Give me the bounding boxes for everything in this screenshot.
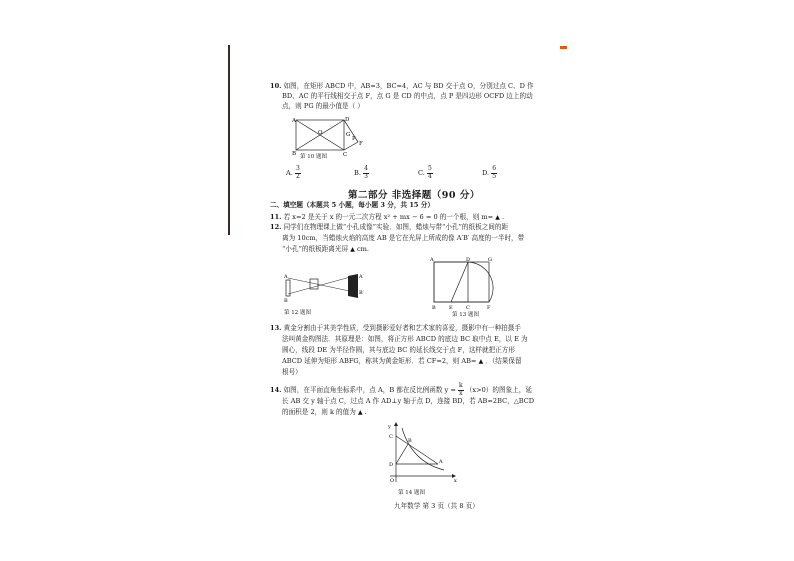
q10-option-b: B. $\frac{4}{3}$	[354, 165, 368, 180]
scan-corner-mark	[560, 46, 567, 49]
q12-figure	[284, 272, 374, 306]
q10-label-f: F	[359, 141, 363, 147]
q11-line: 11. 若 x=2 是关于 x 的一元二次方程 x² + mx − 6 = 0 的一个根，则 m= ▲ .	[270, 213, 505, 221]
q10-label-c: C	[343, 152, 348, 158]
exam-page	[270, 70, 570, 520]
q10-number: 10.	[270, 82, 282, 90]
q11-answer-blank: ▲	[495, 214, 500, 221]
q14-label-o: O	[390, 478, 395, 484]
q14-answer-blank: ▲	[357, 409, 363, 416]
q10-option-d-fraction: $\frac{6}{5}$	[492, 165, 497, 180]
q10-option-a-fraction: $\frac{3}{2}$	[295, 165, 300, 180]
q12-caption: 第 12 题图	[284, 310, 311, 316]
q10-option-a: A. $\frac{3}{2}$	[286, 165, 300, 180]
q14-label-a: A	[439, 459, 443, 465]
q12-answer-blank: ▲	[350, 246, 355, 253]
q14-caption: 第 14 题图	[398, 490, 425, 496]
q10-label-o: O	[318, 130, 323, 136]
q10-line3: 点，则 PG 的最小值是（ ）	[282, 102, 364, 110]
q13-answer-blank: ▲	[478, 358, 484, 365]
q10-line2: BD、AC 的平行线相交于点 F，点 G 是 CD 的中点，点 P 是四边形 OCFD 边上的动	[282, 92, 533, 100]
q13-line5: 根号）	[282, 368, 302, 376]
page-footer: 九年数学 第 3 页（共 8 页）	[394, 502, 479, 510]
q13-number: 13.	[270, 324, 282, 332]
q10-label-p: P	[352, 136, 356, 142]
q12-line3: “小孔”的纸板距离光屏 ▲ cm.	[282, 245, 369, 253]
q13-label-c: C	[466, 305, 470, 311]
q14-function-fraction: $\frac{k}{x}$	[459, 382, 463, 397]
q10-line1: 10. 如图，在矩形 ABCD 中，AB=3，BC=4，AC 与 BD 交于点 O，分别过点 C、D 作	[270, 82, 534, 90]
section2-heading: 二、填空题（本题共 5 小题，每小题 3 分，共 15 分）	[270, 201, 434, 209]
q12-line2: 离为 10cm，当蜡烛火焰的高度 AB 是它在光屏上所成的像 A′B′ 高度的一半时，带	[282, 234, 525, 242]
q13-label-b: B	[432, 305, 436, 311]
q14-label-x: x	[454, 478, 457, 484]
part2-heading: 第二部分 非选择题（90 分）	[348, 190, 480, 201]
q14-label-c: C	[389, 434, 393, 440]
q12-line1: 12. 同学们在物理课上做“小孔成像”实验．如图，蜡烛与带“小孔”的纸板之间的距	[270, 223, 509, 231]
q13-label-e: E	[449, 305, 453, 311]
q14-line3: 的面积是 2，则 k 的值为 ▲ .	[282, 408, 367, 416]
q10-label-d: D	[345, 117, 350, 123]
q13-label-f: F	[487, 305, 491, 311]
q14-label-y: y	[388, 424, 391, 430]
q11-number: 11.	[270, 213, 282, 221]
q13-caption: 第 13 题图	[452, 312, 479, 318]
q13-line1: 13. 黄金分割由于其美学性质，受到摄影爱好者和艺术家的喜爱，摄影中有一种拍摄手	[270, 324, 521, 332]
q12-number: 12.	[270, 223, 282, 231]
q10-option-d: D. $\frac{6}{5}$	[482, 165, 497, 180]
q13-golden-rectangle	[434, 262, 489, 302]
scan-edge-line	[228, 45, 230, 235]
q14-figure	[382, 422, 462, 488]
q12-label-a: A	[284, 274, 288, 280]
q12-screen	[348, 274, 358, 298]
q12-label-a-prime: A′	[359, 274, 364, 280]
q13-line2: 法叫黄金构图法．其原理是：如图，将正方形 ABCD 的底边 BC 取中点 E，以 E 为	[282, 335, 528, 343]
q10-option-c: C. $\frac{5}{4}$	[418, 165, 432, 180]
q13-line3: 圆心，线段 DE 为半径作圆，其与底边 BC 的延长线交于点 F，这样就把正方形	[282, 346, 515, 354]
q13-line4: ABCD 延伸为矩形 ABFG，称其为黄金矩形．若 CF=2，则 AB= ▲ ．（结果保留	[282, 357, 522, 365]
q10-label-g: G	[346, 132, 351, 138]
q10-option-c-fraction: $\frac{5}{4}$	[428, 165, 432, 180]
q14-number: 14.	[270, 386, 282, 394]
q13-square-abcd	[434, 262, 468, 302]
q10-option-b-fraction: $\frac{4}{3}$	[364, 165, 368, 180]
q14-line1: 14. 如图，在平面直角坐标系中，点 A，B 都在反比例函数 y = $\frac{k}{x}$ （x>0）的图象上，延	[270, 382, 532, 397]
q13-label-d: D	[466, 257, 471, 263]
q13-figure	[430, 256, 500, 316]
q14-line2: 长 AB 交 y 轴于点 C，过点 A 作 AD⊥y 轴于点 D，连接 BD，若 AB=2BC，△BCD	[282, 397, 535, 405]
q10-label-b: B	[292, 151, 297, 157]
q12-label-b: B	[284, 298, 288, 304]
q10-label-a: A	[292, 118, 296, 124]
q14-label-b: B	[408, 438, 412, 444]
q10-caption: 第 10 题图	[300, 154, 327, 160]
q14-label-d: D	[389, 462, 394, 468]
q13-label-g: G	[488, 257, 492, 263]
q12-label-b-prime: B′	[359, 290, 364, 296]
q13-label-a: A	[430, 257, 434, 263]
